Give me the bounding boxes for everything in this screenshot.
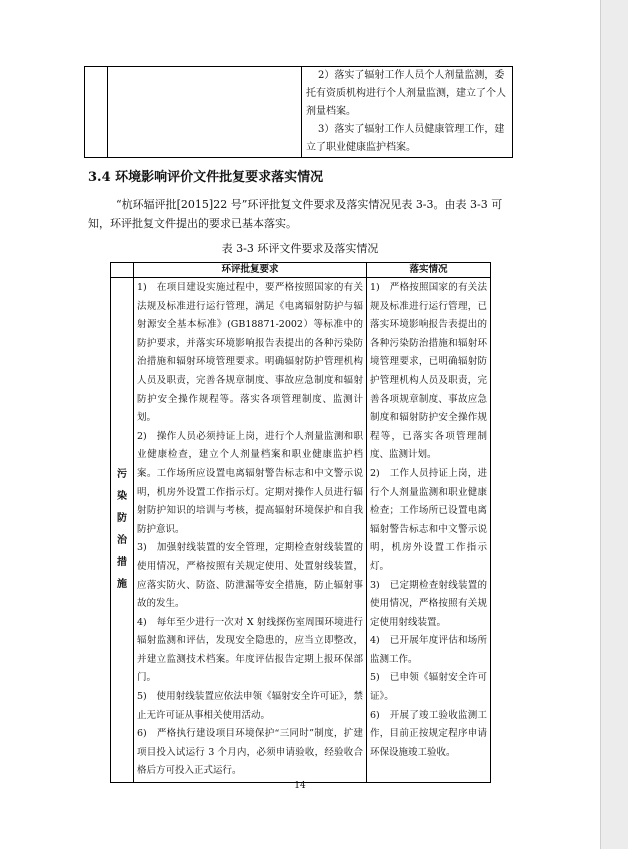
continuation-table	[84, 66, 513, 158]
page-number: 14	[294, 781, 306, 791]
side-label-char: 防	[117, 513, 127, 525]
continuation-table-cell-side	[85, 67, 108, 158]
table-caption: 表 3-3 环评文件要求及落实情况	[221, 242, 379, 255]
requirements-table	[110, 262, 491, 783]
viewer-scrollbar[interactable]	[601, 0, 628, 849]
header-blank-cell	[111, 263, 134, 278]
requirement-item: 3) 加强射线装置的安全管理，定期检查射线装置的使用情况，严格按照有关规定使用、处置射线装置，应落实防火、防盗、防泄漏等安全措施，防止辐射事故的发生。	[137, 542, 363, 610]
implementation-item: 4) 已开展年度评估和场所监测工作。	[370, 635, 487, 665]
continuation-item: 2）落实了辐射工作人员个人剂量监测，委托有资质机构进行个人剂量监测，建立了个人剂量档案。	[306, 70, 506, 117]
continuation-item: 3）落实了辐射工作人员健康管理工作，建立了职业健康监护档案。	[306, 124, 505, 153]
implementation-item: 2) 工作人员持证上岗，进行个人剂量监测和职业健康检查；工作场所已设置电离辐射警告标志和中文警示说明，机房外设置工作指示灯。	[370, 467, 487, 572]
section-heading: 3.4 环境影响评价文件批复要求落实情况	[88, 170, 324, 185]
requirement-item: 6) 严格执行建设项目环境保护“三同时”制度，扩建项目投入试运行 3 个月内，必须申请验收，经验收合格后方可投入正式运行。	[137, 728, 363, 777]
implementation-item: 5) 已申领《辐射安全许可证》。	[370, 672, 487, 703]
side-label-char: 施	[117, 579, 127, 591]
side-label-char: 措	[117, 557, 127, 569]
side-label-char: 污	[117, 469, 127, 481]
requirement-item: 2) 操作人员必须持证上岗，进行个人剂量监测和职业健康检查，建立个人剂量档案和职业健康监护档案。工作场所应设置电离辐射警告标志和中文警示说明，机房外设置工作指示灯。定期对操作人员进行辐射防护知识的培训与考核，提高辐射环境保护和自我防护意识。	[137, 430, 363, 535]
continuation-table-cell-implementation	[302, 67, 513, 158]
side-label-cell	[111, 278, 134, 783]
header-implementation: 落实情况	[367, 263, 491, 278]
continuation-table-cell-requirement	[108, 67, 302, 158]
implementation-item: 3) 已定期检查射线装置的使用情况，严格按照有关规定使用射线装置。	[370, 579, 487, 628]
implementation-item: 6) 开展了竣工验收监测工作，目前正按规定程序申请环保设施竣工验收。	[370, 709, 487, 758]
requirement-item: 4) 每年至少进行一次对 X 射线探伤室周围环境进行辐射监测和评估，发现安全隐患的，应当立即整改，并建立监测技术档案。年度评估报告定期上报环保部门。	[137, 616, 363, 684]
requirement-item: 1) 在项目建设实施过程中，要严格按照国家的有关法规及标准进行运行管理，满足《电离辐射防护与辐射源安全基本标准》(GB18871-2002）等标准中的防护要求，并落实环境影响报告表提出的各种污染防治措施和辐射环境管理要求。明确辐射防护管理机构人员及职责，完善各规章制度、事故应急制度和辐射防护安全操作规程等。落实各项管理制度、监测计划。	[137, 282, 363, 424]
side-label	[113, 464, 131, 596]
requirement-item: 5) 使用射线装置应依法申领《辐射安全许可证》，禁止无许可证从事相关使用活动。	[137, 691, 363, 721]
requirements-cell	[134, 278, 367, 783]
implementation-item: 1) 严格按照国家的有关法规及标准进行运行管理，已落实环境影响报告表提出的各种污染防治措施和辐射环境管理要求，已明确辐射防护管理机构人员及职责，完善各项规章制度、事故应急制度和辐射防护安全操作规程等，已落实各项管理制度、监测计划。	[370, 282, 487, 461]
side-label-char: 治	[117, 535, 127, 547]
side-label-char: 染	[117, 491, 127, 503]
header-requirements: 环评批复要求	[134, 263, 367, 278]
section-paragraph: “杭环辐评批[2015]22 号”环评批复文件要求及落实情况见表 3-3。由表 3-3 可知，环评批复文件提出的要求已基本落实。	[88, 198, 503, 230]
implementation-cell	[367, 278, 491, 783]
